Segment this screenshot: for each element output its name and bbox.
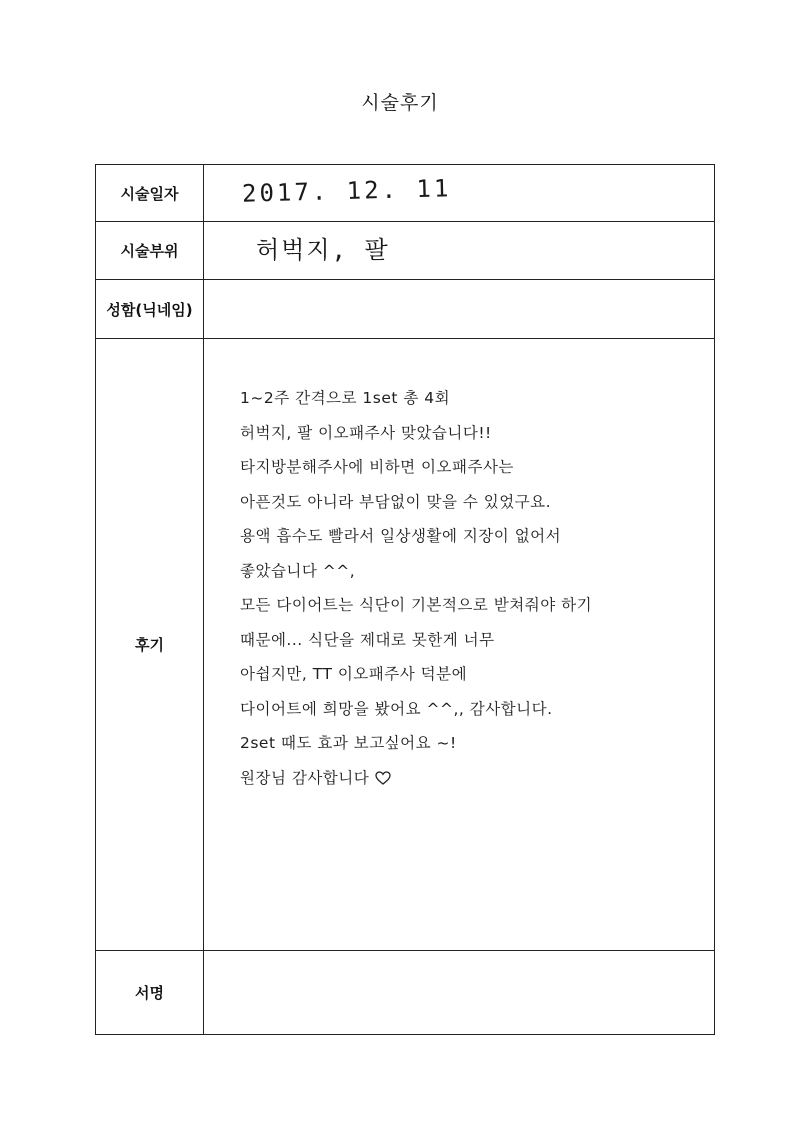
review-label: 후기 [96, 339, 204, 951]
review-line: 아픈것도 아니라 부담없이 맞을 수 있었구요. [240, 492, 552, 511]
review-line: 2set 때도 효과 보고싶어요 ~! [240, 734, 457, 752]
area-field[interactable] [204, 222, 715, 280]
review-line-last [240, 761, 705, 796]
date-value: 2017. 12. 11 [241, 174, 452, 208]
review-line: 용액 흡수도 빨라서 일상생활에 지장이 없어서 [240, 527, 562, 545]
name-field[interactable] [204, 280, 715, 339]
review-line: 1~2주 간격으로 1set 총 4회 [240, 389, 451, 407]
date-field[interactable] [204, 165, 715, 222]
area-value: 허벅지, 팔 [256, 236, 390, 264]
page-title: 시술후기 [361, 92, 439, 114]
review-line: 다이어트에 희망을 봤어요 ^^,, 감사합니다. [240, 699, 553, 718]
name-label: 성함(닉네임) [96, 280, 204, 339]
date-row [96, 165, 715, 222]
review-line: 아쉽지만, TT 이오패주사 덕분에 [240, 665, 468, 683]
signature-row [96, 951, 715, 1035]
review-line: 타지방분해주사에 비하면 이오패주사는 [240, 458, 514, 476]
review-form-table [95, 164, 715, 1035]
signature-label: 서명 [96, 951, 204, 1035]
area-row [96, 222, 715, 280]
review-line: 때문에... 식단을 제대로 못한게 너무 [240, 630, 495, 649]
heart-icon [375, 771, 391, 785]
review-line: 모든 다이어트는 식단이 기본적으로 받쳐줘야 하기 [240, 596, 593, 614]
review-field[interactable] [204, 339, 715, 951]
review-text [240, 381, 705, 795]
name-row [96, 280, 715, 339]
review-line: 허벅지, 팔 이오패주사 맞았습니다!! [240, 423, 492, 442]
signature-field[interactable] [204, 951, 715, 1035]
area-label: 시술부위 [96, 222, 204, 280]
review-line: 좋았습니다 ^^, [240, 561, 356, 580]
review-row [96, 339, 715, 951]
date-label: 시술일자 [96, 165, 204, 222]
review-line-text: 원장님 감사합니다 [240, 768, 370, 787]
